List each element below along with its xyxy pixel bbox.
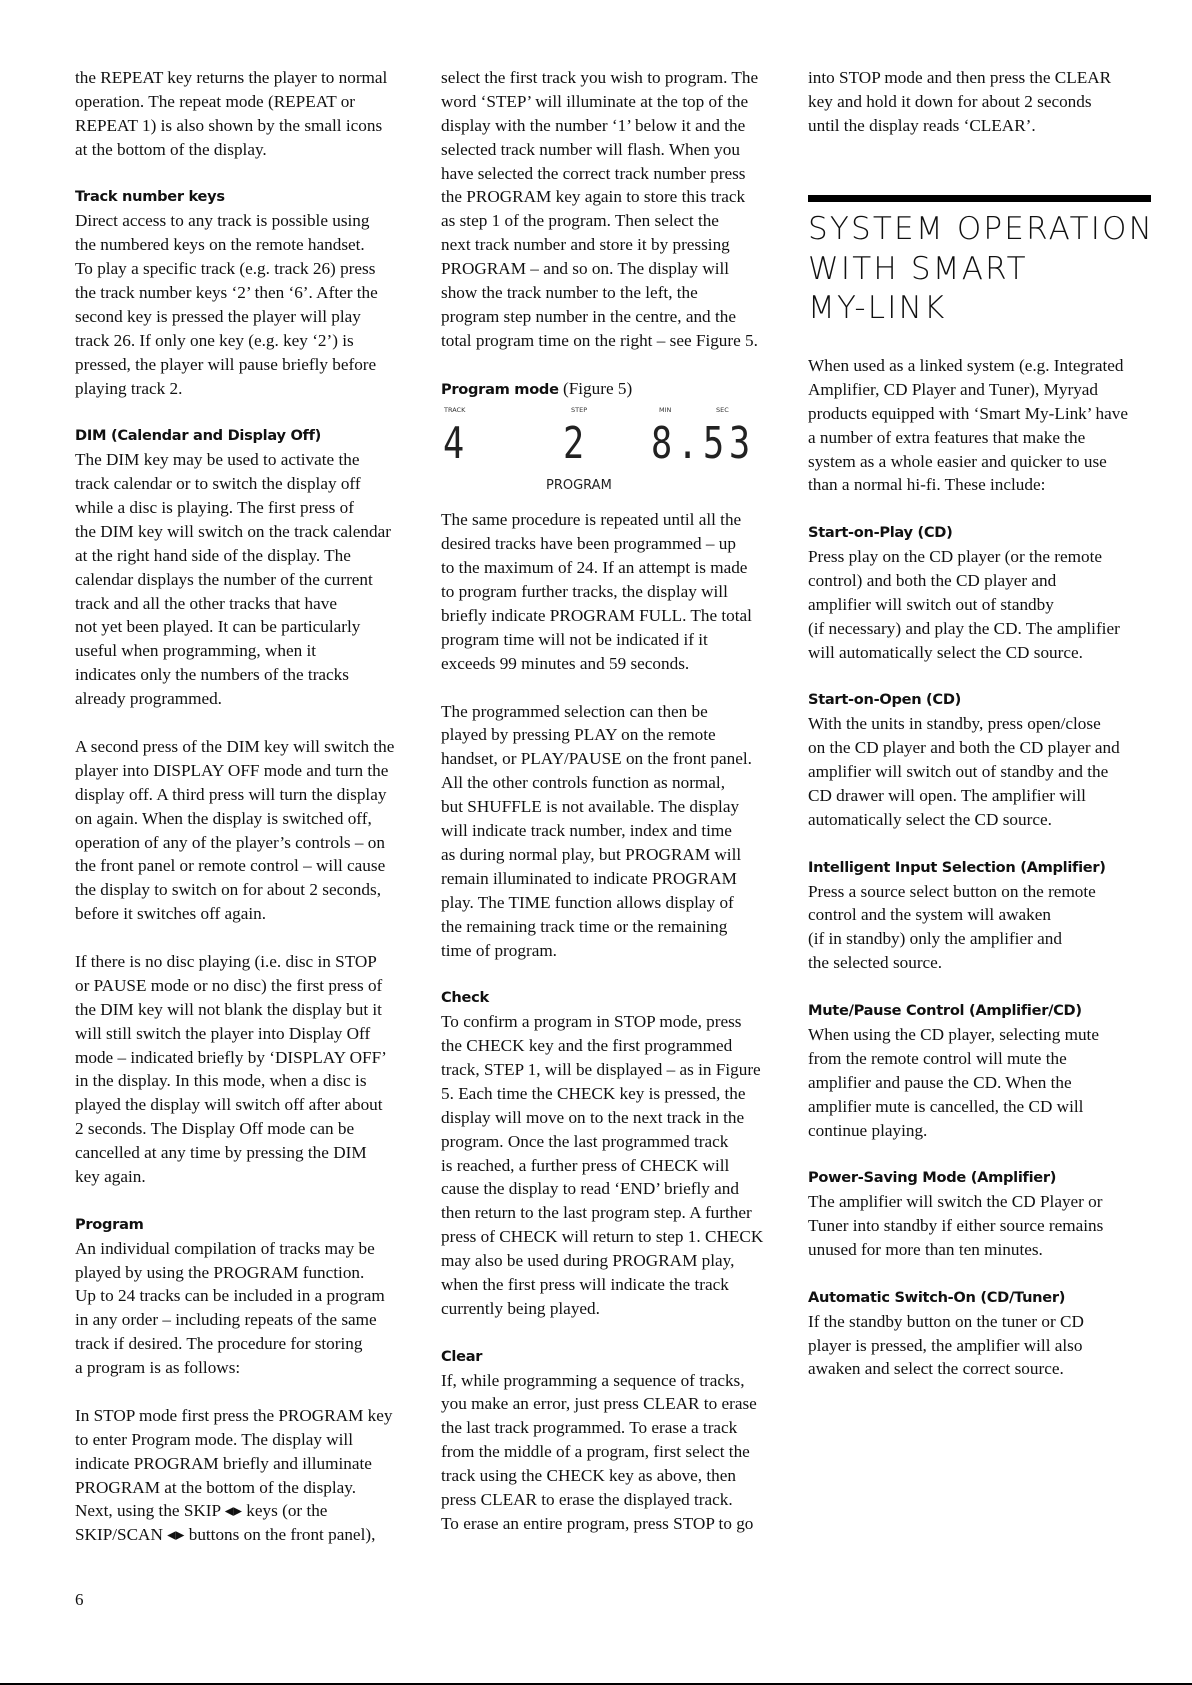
text-line: If the standby button on the tuner or CD (808, 1311, 1084, 1331)
text-line: next track number and store it by pressing (441, 235, 730, 255)
text-line: to the maximum of 24. If an attempt is made (441, 558, 748, 578)
text-line: the display to switch on for about 2 seconds, (75, 880, 381, 900)
text-line: track, STEP 1, will be displayed – as in Figure (441, 1059, 761, 1079)
text-line: display will move on to the next track in the (441, 1107, 745, 1127)
text-line: played by pressing PLAY on the remote (441, 725, 716, 745)
text-line: second key is pressed the player will play (75, 306, 361, 326)
display-track-digit: 4 (443, 418, 469, 470)
text-line: All the other controls function as normal, (441, 773, 726, 793)
text-line: key and hold it down for about 2 seconds (808, 91, 1092, 111)
text-line: then return to the last program step. A further (441, 1203, 752, 1223)
text-line: To play a specific track (e.g. track 26) press (75, 259, 376, 279)
paragraph-power-saving (808, 1190, 1158, 1262)
paragraph-automatic-switch-on (808, 1310, 1158, 1382)
text-line: on the CD player and both the CD player and (808, 738, 1120, 758)
text-line: to program further tracks, the display will (441, 582, 728, 602)
text-line: A second press of the DIM key will switch the (75, 736, 395, 756)
paragraph-mute-pause (808, 1023, 1158, 1142)
text-line: the remaining track time or the remaining (441, 916, 728, 936)
paragraph-programmed-selection (441, 700, 791, 963)
paragraph-track-number-keys (75, 209, 420, 400)
text-line: will automatically select the CD source. (808, 642, 1083, 662)
text-line: track calendar or to switch the display off (75, 474, 361, 494)
text-line: the REPEAT key returns the player to normal (75, 68, 388, 87)
text-line: or PAUSE mode or no disc) the first press of (75, 975, 383, 995)
text-line: from the remote control will mute the (808, 1048, 1067, 1068)
text-line: When using the CD player, selecting mute (808, 1024, 1099, 1044)
text-line: display with the number ‘1’ below it and the (441, 115, 746, 135)
text-line: total program time on the right – see Figure 5. (441, 330, 758, 350)
heading-program: Program (75, 1215, 144, 1233)
text-line: To erase an entire program, press STOP to go (441, 1513, 754, 1533)
heading-power-saving: Power-Saving Mode (Amplifier) (808, 1169, 1057, 1187)
text-line: than a normal hi-fi. These include: (808, 475, 1046, 495)
text-line: while a disc is playing. The first press of (75, 498, 354, 518)
paragraph-program-2 (75, 1404, 420, 1547)
text-line: Press a source select button on the remote (808, 881, 1096, 901)
text-line: the DIM key will switch on the track calendar (75, 521, 391, 541)
column-1 (75, 66, 420, 1547)
text-line: Press play on the CD player (or the remote (808, 547, 1103, 567)
paragraph-dim-1 (75, 448, 420, 711)
text-line: the selected source. (808, 953, 943, 973)
display-label-track: TRACK (444, 406, 466, 415)
text-line: indicate PROGRAM briefly and illuminate (75, 1453, 372, 1473)
figure-reference: (Figure 5) (558, 378, 633, 398)
text-line: selected track number will flash. When you (441, 139, 740, 159)
text-line: operation of any of the player’s controls – on (75, 832, 385, 852)
text-line: show the track number to the left, the (441, 283, 698, 303)
text-line: in the display. In this mode, when a disc is (75, 1071, 367, 1091)
text-line: Tuner into standby if either source remains (808, 1216, 1104, 1236)
text-line: cancelled at any time by pressing the DIM (75, 1143, 367, 1163)
paragraph-dim-3 (75, 950, 420, 1189)
text-line: The amplifier will switch the CD Player or (808, 1192, 1103, 1212)
paragraph-start-on-open (808, 712, 1158, 831)
text-line: Up to 24 tracks can be included in a program (75, 1286, 385, 1306)
text-line: not yet been played. It can be particularly (75, 617, 361, 637)
section-title-line: WITH SMART (808, 250, 1028, 287)
text-line: useful when programming, when it (75, 641, 317, 661)
text-line: Direct access to any track is possible using (75, 211, 370, 231)
text-line: PROGRAM – and so on. The display will (441, 259, 730, 279)
text-line: player is pressed, the amplifier will also (808, 1335, 1083, 1355)
text-line: word ‘STEP’ will illuminate at the top of the (441, 91, 749, 111)
text-line: the DIM key will not blank the display but it (75, 999, 382, 1019)
text-line: operation. The repeat mode (REPEAT or (75, 91, 356, 111)
text-line: into STOP mode and then press the CLEAR (808, 68, 1112, 87)
text-line: If, while programming a sequence of tracks, (441, 1370, 745, 1390)
text-line: An individual compilation of tracks may be (75, 1238, 375, 1258)
section-title (808, 210, 1154, 329)
text-line: In STOP mode first press the PROGRAM key (75, 1405, 393, 1425)
text-line: the last track programmed. To erase a track (441, 1418, 738, 1438)
heading-intelligent-input: Intelligent Input Selection (Amplifier) (808, 858, 1106, 876)
text-line: to enter Program mode. The display will (75, 1429, 353, 1449)
text-line: the front panel or remote control – will cause (75, 856, 386, 876)
text-line: cause the display to read ‘END’ briefly and (441, 1179, 739, 1199)
column-3 (808, 66, 1158, 138)
heading-start-on-play: Start-on-Play (CD) (808, 524, 953, 542)
text-line: key again. (75, 1166, 146, 1186)
display-program-indicator: PROGRAM (546, 478, 612, 494)
heading-program-mode (441, 377, 791, 401)
text-line: track if desired. The procedure for storing (75, 1334, 363, 1354)
text-line: SKIP/SCAN ◂▸ buttons on the front panel), (75, 1525, 376, 1545)
text-line: at the right hand side of the display. The (75, 545, 351, 565)
heading-mute-pause: Mute/Pause Control (Amplifier/CD) (808, 1002, 1082, 1020)
column-3-section (808, 354, 1158, 1381)
text-line: indicates only the numbers of the tracks (75, 665, 349, 685)
paragraph-check (441, 1010, 791, 1321)
text-line: amplifier will switch out of standby and the (808, 762, 1109, 782)
text-line: pressed, the player will pause briefly before (75, 354, 377, 374)
text-line: unused for more than ten minutes. (808, 1239, 1043, 1259)
heading-track-number-keys: Track number keys (75, 188, 225, 206)
page-number: 6 (75, 1590, 84, 1609)
text-line: amplifier and pause the CD. When the (808, 1072, 1072, 1092)
text-line: CD drawer will open. The amplifier will (808, 786, 1086, 806)
paragraph-program-1 (75, 1237, 420, 1380)
text-line: control and the system will awaken (808, 905, 1051, 925)
text-line: play. The TIME function allows display of (441, 892, 734, 912)
figure-5-program-display (441, 400, 781, 496)
paragraph-same-procedure (441, 508, 791, 675)
text-line: track 26. If only one key (e.g. key ‘2’) is (75, 330, 354, 350)
text-line: may also be used during PROGRAM play, (441, 1251, 735, 1271)
paragraph-program-continued (441, 66, 791, 353)
text-line: currently being played. (441, 1298, 600, 1318)
text-line: The programmed selection can then be (441, 701, 708, 721)
display-label-step: STEP (571, 406, 588, 415)
text-line: you make an error, just press CLEAR to erase (441, 1394, 757, 1414)
text-line: until the display reads ‘CLEAR’. (808, 115, 1036, 135)
text-line: program. Once the last programmed track (441, 1131, 729, 1151)
text-line: desired tracks have been programmed – up (441, 534, 736, 554)
text-line: from the middle of a program, first select the (441, 1442, 750, 1462)
text-line: in any order – including repeats of the same (75, 1310, 377, 1330)
text-line: before it switches off again. (75, 904, 267, 924)
paragraph-my-link-intro (808, 354, 1158, 497)
text-line: 5. Each time the CHECK key is pressed, the (441, 1083, 746, 1103)
text-line: amplifier will switch out of standby (808, 594, 1054, 614)
paragraph-clear-continued (808, 66, 1158, 138)
paragraph-start-on-play (808, 545, 1158, 664)
text-line: will indicate track number, index and time (441, 821, 732, 841)
paragraph-intelligent-input (808, 880, 1158, 976)
text-line: will still switch the player into Display Off (75, 1023, 371, 1043)
text-line: If there is no disc playing (i.e. disc in STOP (75, 951, 377, 971)
text-line: The same procedure is repeated until all the (441, 510, 742, 530)
paragraph-repeat-intro (75, 66, 420, 162)
heading-automatic-switch-on: Automatic Switch-On (CD/Tuner) (808, 1288, 1066, 1306)
column-2 (441, 66, 791, 1536)
text-line: awaken and select the correct source. (808, 1359, 1064, 1379)
text-line: playing track 2. (75, 378, 183, 398)
text-line: products equipped with ‘Smart My-Link’ have (808, 403, 1128, 423)
text-line: handset, or PLAY/PAUSE on the front panel. (441, 749, 752, 769)
section-title-line: MY-LINK (808, 290, 947, 326)
text-line: played the display will switch off after about (75, 1095, 383, 1115)
text-line: player into DISPLAY OFF mode and turn the (75, 760, 389, 780)
text-line: program time will not be indicated if it (441, 629, 708, 649)
text-line: the track number keys ‘2’ then ‘6’. After the (75, 283, 378, 303)
text-line: (if in standby) only the amplifier and (808, 929, 1062, 949)
text-line: as during normal play, but PROGRAM will (441, 844, 742, 864)
text-line: (if necessary) and play the CD. The amplifier (808, 618, 1120, 638)
text-line: track and all the other tracks that have (75, 593, 337, 613)
text-line: at the bottom of the display. (75, 139, 267, 159)
display-label-min: MIN (659, 406, 672, 415)
text-line: 2 seconds. The Display Off mode can be (75, 1119, 355, 1139)
text-line: To confirm a program in STOP mode, press (441, 1012, 742, 1032)
section-divider-rule (808, 195, 1151, 202)
text-line: a number of extra features that make the (808, 427, 1086, 447)
display-step-digit: 2 (563, 418, 589, 470)
text-line: With the units in standby, press open/close (808, 714, 1101, 734)
text-line: The DIM key may be used to activate the (75, 450, 360, 470)
text-line: track using the CHECK key as above, then (441, 1466, 736, 1486)
text-line: select the first track you wish to program. The (441, 68, 759, 87)
text-line: PROGRAM at the bottom of the display. (75, 1477, 357, 1497)
text-line: automatically select the CD source. (808, 809, 1052, 829)
text-line: the PROGRAM key again to store this track (441, 187, 746, 207)
text-line: on again. When the display is switched off, (75, 808, 372, 828)
display-time-digits: 8.53 (651, 418, 755, 470)
text-line: have selected the correct track number press (441, 163, 746, 183)
text-line: exceeds 99 minutes and 59 seconds. (441, 653, 690, 673)
text-line: press of CHECK will return to step 1. CHECK (441, 1227, 764, 1247)
text-line: a program is as follows: (75, 1358, 241, 1378)
text-line: REPEAT 1) is also shown by the small icons (75, 115, 383, 135)
paragraph-dim-2 (75, 735, 420, 926)
text-line: the CHECK key and the first programmed (441, 1036, 733, 1056)
text-line: When used as a linked system (e.g. Integrated (808, 356, 1124, 375)
heading-program-mode-label: Program mode (441, 380, 559, 398)
heading-clear: Clear (441, 1347, 483, 1365)
heading-start-on-open: Start-on-Open (CD) (808, 691, 962, 709)
heading-check: Check (441, 989, 489, 1007)
text-line: system as a whole easier and quicker to use (808, 451, 1107, 471)
section-title-line: SYSTEM OPERATION (808, 211, 1155, 247)
text-line: mode – indicated briefly by ‘DISPLAY OFF’ (75, 1047, 387, 1067)
text-line: as step 1 of the program. Then select the (441, 211, 719, 231)
text-line: Next, using the SKIP ◂▸ keys (or the (75, 1501, 328, 1521)
text-line: press CLEAR to erase the displayed track. (441, 1489, 733, 1509)
text-line: calendar displays the number of the current (75, 569, 373, 589)
text-line: control) and both the CD player and (808, 571, 1057, 591)
text-line: when the first press will indicate the track (441, 1274, 729, 1294)
text-line: already programmed. (75, 689, 222, 709)
heading-dim: DIM (Calendar and Display Off) (75, 427, 322, 445)
paragraph-clear (441, 1369, 791, 1536)
text-line: remain illuminated to indicate PROGRAM (441, 868, 737, 888)
text-line: continue playing. (808, 1120, 928, 1140)
text-line: but SHUFFLE is not available. The display (441, 797, 740, 817)
text-line: is reached, a further press of CHECK will (441, 1155, 730, 1175)
text-line: time of program. (441, 940, 557, 960)
text-line: played by using the PROGRAM function. (75, 1262, 365, 1282)
text-line: display off. A third press will turn the display (75, 784, 387, 804)
display-label-sec: SEC (716, 406, 729, 415)
text-line: the numbered keys on the remote handset. (75, 235, 365, 255)
text-line: Amplifier, CD Player and Tuner), Myryad (808, 379, 1099, 399)
text-line: briefly indicate PROGRAM FULL. The total (441, 606, 752, 626)
text-line: amplifier mute is cancelled, the CD will (808, 1096, 1084, 1116)
text-line: program step number in the centre, and the (441, 306, 736, 326)
